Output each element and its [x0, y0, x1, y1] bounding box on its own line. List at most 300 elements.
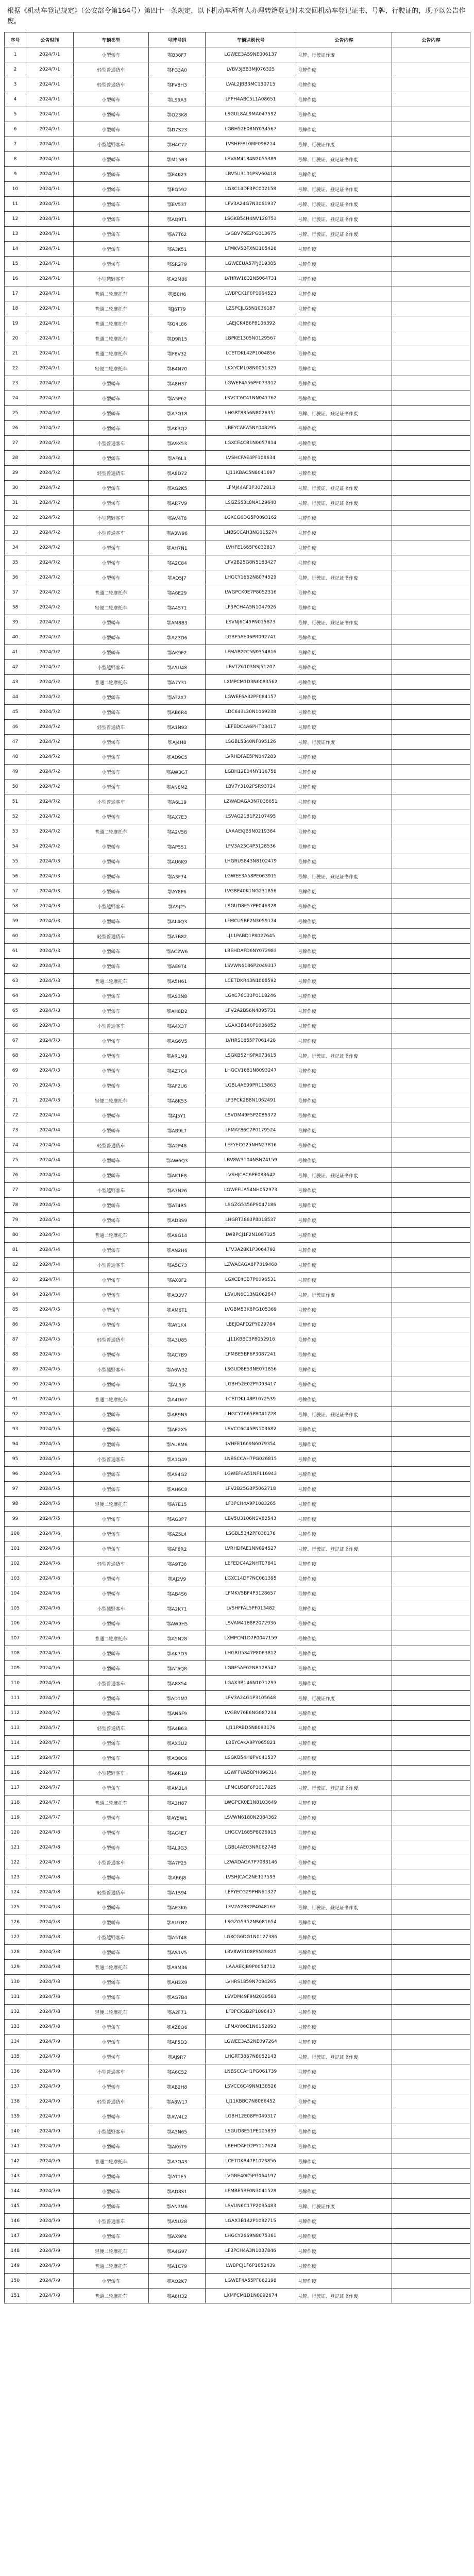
cell-plate-number: 鄂A2P48	[149, 1138, 206, 1153]
cell-vehicle-type: 小型轿车	[74, 1915, 149, 1930]
cell-date: 2024/7/2	[26, 555, 74, 570]
cell-plate-number: 鄂AH7N1	[149, 540, 206, 555]
cell-date: 2024/7/9	[26, 2244, 74, 2259]
cell-content-2	[392, 914, 470, 929]
cell-content-2	[392, 1661, 470, 1676]
cell-content: 号牌、行驶证、登记证书作废	[296, 1048, 392, 1063]
cell-index: 147	[5, 2229, 26, 2244]
cell-content-2	[392, 1960, 470, 1975]
cell-vin: LFV2A2BS2P4048163	[206, 1900, 296, 1915]
table-row	[5, 1362, 470, 1377]
cell-index: 19	[5, 316, 26, 331]
cell-index: 76	[5, 1168, 26, 1183]
cell-date: 2024/7/9	[26, 2139, 74, 2154]
table-row	[5, 167, 470, 182]
cell-vin: LXMPCM1D7P0047159	[206, 1631, 296, 1646]
cell-plate-number: 鄂AG2K5	[149, 481, 206, 496]
table-row	[5, 1721, 470, 1736]
cell-index: 92	[5, 1407, 26, 1422]
cell-date: 2024/7/2	[26, 421, 74, 436]
cell-index: 103	[5, 1571, 26, 1586]
cell-content: 号牌、行驶证作废	[296, 137, 392, 152]
cell-content: 号牌作废	[296, 451, 392, 466]
cell-vin: LFV3A28K1P3064792	[206, 1243, 296, 1258]
table-row	[5, 929, 470, 944]
cell-plate-number: 鄂A7Y31	[149, 675, 206, 690]
cell-vin: LBEHDAFD2PY117624	[206, 2139, 296, 2154]
cell-date: 2024/7/5	[26, 1467, 74, 1482]
cell-content-2	[392, 2005, 470, 2020]
cell-plate-number: 鄂AL4Q3	[149, 914, 206, 929]
cell-index: 96	[5, 1467, 26, 1482]
cell-content-2	[392, 1736, 470, 1751]
cell-content: 号牌作废	[296, 1078, 392, 1093]
table-row	[5, 1019, 470, 1033]
cell-content-2	[392, 496, 470, 511]
cell-date: 2024/7/2	[26, 809, 74, 824]
cell-index: 115	[5, 1751, 26, 1766]
cell-index: 148	[5, 2244, 26, 2259]
cell-vehicle-type: 小型轿车	[74, 1422, 149, 1437]
cell-vin: LGWEE3A52NE097264	[206, 2035, 296, 2049]
cell-index: 91	[5, 1392, 26, 1407]
cell-vehicle-type: 小型轿车	[74, 1467, 149, 1482]
table-row	[5, 1347, 470, 1362]
cell-vehicle-type: 小型轿车	[74, 1810, 149, 1825]
cell-vehicle-type: 小型轿车	[74, 391, 149, 406]
cell-content-2	[392, 1258, 470, 1273]
cell-vin: LGWEF4A55PF062198	[206, 2274, 296, 2289]
cell-content: 号牌作废	[296, 989, 392, 1004]
cell-content-2	[392, 1287, 470, 1302]
cell-content: 号牌作废	[296, 122, 392, 137]
cell-vehicle-type: 轻便二轮摩托车	[74, 361, 149, 376]
cell-date: 2024/7/8	[26, 1960, 74, 1975]
cell-vin: LFMBE5BF0N3041528	[206, 2184, 296, 2199]
cell-index: 88	[5, 1347, 26, 1362]
cell-date: 2024/7/9	[26, 2109, 74, 2124]
cell-content-2	[392, 2079, 470, 2094]
cell-content-2	[392, 436, 470, 451]
cell-plate-number: 鄂A3U85	[149, 1332, 206, 1347]
cell-vin: LVRHDFAE1NN094527	[206, 1541, 296, 1556]
cell-vin: LGWEE3A58PE063915	[206, 869, 296, 884]
cell-content-2	[392, 1392, 470, 1407]
cell-vehicle-type: 小型轿车	[74, 2229, 149, 2244]
cell-index: 144	[5, 2184, 26, 2199]
cell-index: 139	[5, 2109, 26, 2124]
cell-date: 2024/7/1	[26, 331, 74, 346]
table-row	[5, 1571, 470, 1586]
cell-vin: LVGBV76E2PG013675	[206, 227, 296, 242]
cell-vin: LHGRT3863P8018537	[206, 1213, 296, 1228]
cell-date: 2024/7/4	[26, 1108, 74, 1123]
cell-date: 2024/7/1	[26, 272, 74, 286]
cell-vin: LFMAP22C5N0354816	[206, 645, 296, 660]
cell-content: 号牌作废	[296, 1497, 392, 1512]
cell-vin: LXMPCM1D1N0092674	[206, 2289, 296, 2303]
cell-index: 123	[5, 1870, 26, 1885]
cell-index: 81	[5, 1243, 26, 1258]
cell-vin: LGAX3B142P1082715	[206, 2214, 296, 2229]
cell-index: 51	[5, 794, 26, 809]
cell-content: 号牌、行驶证、登记证书作废	[296, 1900, 392, 1915]
cell-content: 号牌、行驶证、登记证书作废	[296, 615, 392, 630]
cell-vehicle-type: 小型越野客车	[74, 2124, 149, 2139]
cell-index: 27	[5, 436, 26, 451]
cell-content-2	[392, 1213, 470, 1228]
cell-vin: LFV3A23C4P3128536	[206, 839, 296, 854]
cell-vin: LSVDM49F5P2086372	[206, 1108, 296, 1123]
cell-content: 号牌作废	[296, 1885, 392, 1900]
cell-vin: LSVCC6C49NN138526	[206, 2079, 296, 2094]
table-row	[5, 2289, 470, 2303]
cell-index: 53	[5, 824, 26, 839]
cell-index: 8	[5, 152, 26, 167]
cell-vehicle-type: 轻型普通货车	[74, 2094, 149, 2109]
cell-date: 2024/7/5	[26, 1392, 74, 1407]
cell-date: 2024/7/7	[26, 1706, 74, 1721]
cell-plate-number: 鄂AJ4H8	[149, 735, 206, 750]
cell-vin: LVAL2JBB3MC130715	[206, 77, 296, 92]
table-row	[5, 92, 470, 107]
cell-vin: LFMAY86C7P0179524	[206, 1123, 296, 1138]
cell-date: 2024/7/3	[26, 1048, 74, 1063]
table-row	[5, 1273, 470, 1287]
cell-index: 150	[5, 2274, 26, 2289]
cell-index: 56	[5, 869, 26, 884]
cell-index: 64	[5, 989, 26, 1004]
cell-content: 号牌作废	[296, 1586, 392, 1601]
cell-plate-number: 鄂AF6L3	[149, 451, 206, 466]
cell-date: 2024/7/2	[26, 570, 74, 585]
cell-index: 113	[5, 1721, 26, 1736]
cell-date: 2024/7/4	[26, 1198, 74, 1213]
cell-plate-number: 鄂A4G97	[149, 2244, 206, 2259]
cell-vehicle-type: 小型越野客车	[74, 272, 149, 286]
table-row	[5, 1766, 470, 1781]
cell-content: 号牌作废	[296, 2139, 392, 2154]
cell-content-2	[392, 1004, 470, 1019]
table-row	[5, 376, 470, 391]
cell-vin: LGBH12E04NY116758	[206, 765, 296, 779]
cell-plate-number: 鄂A9X53	[149, 436, 206, 451]
table-row	[5, 227, 470, 242]
cell-index: 49	[5, 765, 26, 779]
table-row	[5, 272, 470, 286]
cell-plate-number: 鄂FV8H3	[149, 77, 206, 92]
cell-content-2	[392, 1840, 470, 1855]
cell-content-2	[392, 1855, 470, 1870]
cell-date: 2024/7/5	[26, 1497, 74, 1512]
cell-vin: LAAAEKJB9P0054712	[206, 1960, 296, 1975]
cell-vin: LEFYECG25NHN27816	[206, 1138, 296, 1153]
cell-content-2	[392, 1766, 470, 1781]
cell-plate-number: 鄂AY8P6	[149, 884, 206, 899]
cell-vin: LNBSCCAH3NG015274	[206, 526, 296, 540]
cell-content-2	[392, 526, 470, 540]
cell-index: 127	[5, 1930, 26, 1945]
cell-vehicle-type: 小型轿车	[74, 1616, 149, 1631]
cell-vehicle-type: 小型轿车	[74, 555, 149, 570]
cell-vehicle-type: 小型轿车	[74, 1153, 149, 1168]
cell-content: 号牌作废	[296, 92, 392, 107]
cell-plate-number: 鄂AD1M7	[149, 1691, 206, 1706]
cell-plate-number: 鄂A5U48	[149, 660, 206, 675]
cell-vehicle-type: 小型轿车	[74, 1317, 149, 1332]
cell-plate-number: 鄂A4X37	[149, 1019, 206, 1033]
cell-vin: LF3PCH4A3N1037846	[206, 2244, 296, 2259]
cell-date: 2024/7/2	[26, 779, 74, 794]
cell-index: 138	[5, 2094, 26, 2109]
cell-date: 2024/7/1	[26, 152, 74, 167]
cell-content: 号牌作废	[296, 62, 392, 77]
cell-content: 号牌作废	[296, 2124, 392, 2139]
cell-vin: LSGZG5352NS081654	[206, 1915, 296, 1930]
cell-vin: LJ11KBBC3P8052916	[206, 1332, 296, 1347]
cell-vin: LFMKV5BF4P3128657	[206, 1586, 296, 1601]
table-row	[5, 2094, 470, 2109]
cell-vin: LHGRT8856N8026351	[206, 406, 296, 421]
table-row	[5, 750, 470, 765]
cell-vehicle-type: 小型轿车	[74, 989, 149, 1004]
cell-content-2	[392, 1900, 470, 1915]
cell-content: 号牌作废	[296, 77, 392, 92]
cell-plate-number: 鄂A8W17	[149, 2094, 206, 2109]
cell-plate-number: 鄂AS4G2	[149, 1467, 206, 1482]
cell-content-2	[392, 1990, 470, 2005]
cell-index: 68	[5, 1048, 26, 1063]
cell-plate-number: 鄂A9G14	[149, 1228, 206, 1243]
cell-date: 2024/7/6	[26, 1556, 74, 1571]
cell-content-2	[392, 1706, 470, 1721]
table-row	[5, 511, 470, 526]
header-content-2: 公告内容	[392, 32, 470, 47]
cell-content: 号牌作废	[296, 167, 392, 182]
cell-plate-number: 鄂AK1E8	[149, 1168, 206, 1183]
cell-content-2	[392, 376, 470, 391]
table-row	[5, 1885, 470, 1900]
table-row	[5, 1556, 470, 1571]
cell-plate-number: 鄂A5N28	[149, 1631, 206, 1646]
cell-vehicle-type: 小型轿车	[74, 839, 149, 854]
cell-date: 2024/7/7	[26, 1766, 74, 1781]
cell-plate-number: 鄂A6W32	[149, 1362, 206, 1377]
table-row	[5, 1437, 470, 1452]
cell-vehicle-type: 小型普通客车	[74, 1855, 149, 1870]
cell-vehicle-type: 小型越野客车	[74, 1601, 149, 1616]
cell-vin: LEFEDC4A2NHT07841	[206, 1556, 296, 1571]
table-row	[5, 1497, 470, 1512]
cell-index: 89	[5, 1362, 26, 1377]
cell-index: 80	[5, 1228, 26, 1243]
cell-index: 37	[5, 585, 26, 600]
cell-vehicle-type: 普通二轮摩托车	[74, 2154, 149, 2169]
cell-date: 2024/7/5	[26, 1482, 74, 1497]
cell-plate-number: 鄂A7N26	[149, 1183, 206, 1198]
cell-date: 2024/7/8	[26, 1930, 74, 1945]
cell-content: 号牌作废	[296, 1870, 392, 1885]
cell-index: 98	[5, 1497, 26, 1512]
cell-date: 2024/7/3	[26, 1019, 74, 1033]
cell-vehicle-type: 小型轿车	[74, 1736, 149, 1751]
cell-vin: LVSHJCAC6PE083642	[206, 1168, 296, 1183]
cell-vehicle-type: 轻便二轮摩托车	[74, 2005, 149, 2020]
cell-vehicle-type: 普通二轮摩托车	[74, 331, 149, 346]
cell-vehicle-type: 轻型普通货车	[74, 1885, 149, 1900]
cell-date: 2024/7/8	[26, 1840, 74, 1855]
cell-content-2	[392, 765, 470, 779]
cell-index: 136	[5, 2064, 26, 2079]
cell-vin: LGWEE3A59NE006137	[206, 47, 296, 62]
cell-index: 108	[5, 1646, 26, 1661]
table-row	[5, 1586, 470, 1601]
cell-content: 号牌、行驶证、登记证书作废	[296, 406, 392, 421]
cell-vehicle-type: 小型轿车	[74, 705, 149, 720]
cell-plate-number: 鄂AB6R4	[149, 705, 206, 720]
cell-content: 号牌作废	[296, 974, 392, 989]
cell-plate-number: 鄂AQ5J7	[149, 570, 206, 585]
cell-vehicle-type: 小型轿车	[74, 1273, 149, 1287]
table-row	[5, 570, 470, 585]
cell-vehicle-type: 轻便二轮摩托车	[74, 600, 149, 615]
cell-plate-number: 鄂A1S94	[149, 1885, 206, 1900]
cell-vehicle-type: 小型轿车	[74, 615, 149, 630]
cell-content-2	[392, 1422, 470, 1437]
cell-vin: LWBPCJ1F2N1087325	[206, 1228, 296, 1243]
table-row	[5, 839, 470, 854]
cell-vehicle-type: 小型轿车	[74, 690, 149, 705]
notice-paragraph: 根据《机动车登记规定》（公安部令第164号）第四十一条规定，以下机动车所有人办理转籍登记时未交回机动车登记证书、号牌、行驶证的，现予以公告作废。	[7, 7, 466, 25]
cell-vehicle-type: 小型轿车	[74, 1825, 149, 1840]
cell-vehicle-type: 轻型普通货车	[74, 1721, 149, 1736]
cell-vin: LVHRS1859N7094265	[206, 1975, 296, 1990]
cell-content: 号牌作废	[296, 1153, 392, 1168]
cell-index: 106	[5, 1616, 26, 1631]
cell-plate-number: 鄂AK7D3	[149, 1646, 206, 1661]
cell-content: 号牌作废	[296, 720, 392, 735]
table-row	[5, 1691, 470, 1706]
cell-content-2	[392, 2035, 470, 2049]
cell-plate-number: 鄂AX9P4	[149, 2229, 206, 2244]
cell-plate-number: 鄂A8K53	[149, 1093, 206, 1108]
cell-vin: LGWEEUA57PJ019385	[206, 257, 296, 272]
cell-index: 3	[5, 77, 26, 92]
cell-plate-number: 鄂AX7E3	[149, 809, 206, 824]
cell-vehicle-type: 小型轿车	[74, 1751, 149, 1766]
cell-content-2	[392, 406, 470, 421]
cell-vin: LSGKB54H4NV128753	[206, 212, 296, 227]
cell-vehicle-type: 小型轿车	[74, 1198, 149, 1213]
cell-content-2	[392, 1676, 470, 1691]
cell-vehicle-type: 小型轿车	[74, 1377, 149, 1392]
table-row	[5, 1601, 470, 1616]
cell-content: 号牌作废	[296, 1377, 392, 1392]
cell-vehicle-type: 普通二轮摩托车	[74, 974, 149, 989]
table-row	[5, 1930, 470, 1945]
cell-content-2	[392, 600, 470, 615]
table-row	[5, 1287, 470, 1302]
cell-plate-number: 鄂AK9F2	[149, 645, 206, 660]
cell-date: 2024/7/9	[26, 2259, 74, 2274]
cell-vin: LSGKB52H9PA073615	[206, 1048, 296, 1063]
table-row	[5, 959, 470, 974]
cell-vin: LXMPCM1D3N0083562	[206, 675, 296, 690]
cell-vin: LSVCC6C41NN041762	[206, 391, 296, 406]
table-header-row	[5, 32, 470, 47]
cell-plate-number: 鄂AB2H8	[149, 2079, 206, 2094]
cell-index: 72	[5, 1108, 26, 1123]
cell-content: 号牌作废	[296, 1840, 392, 1855]
cell-vin: LSVUN6C17P2095483	[206, 2199, 296, 2214]
table-row	[5, 1153, 470, 1168]
cell-vin: LHGCV1681N8093247	[206, 1063, 296, 1078]
cell-vin: LGBF5AE06PR092741	[206, 630, 296, 645]
table-row	[5, 346, 470, 361]
cell-vin: LJ11PABD1P8027645	[206, 929, 296, 944]
cell-plate-number: 鄂A1N93	[149, 720, 206, 735]
cell-index: 74	[5, 1138, 26, 1153]
table-row	[5, 2124, 470, 2139]
cell-content-2	[392, 122, 470, 137]
cell-content-2	[392, 570, 470, 585]
cell-content: 号牌作废	[296, 1347, 392, 1362]
cell-vin: LHGRU5843N8102479	[206, 854, 296, 869]
cell-date: 2024/7/3	[26, 944, 74, 959]
cell-plate-number: 鄂EV537	[149, 197, 206, 212]
cell-vehicle-type: 轻便二轮摩托车	[74, 1093, 149, 1108]
cell-vin: LVSHFFAL0MF098214	[206, 137, 296, 152]
cell-content: 号牌作废	[296, 1527, 392, 1541]
cell-vehicle-type: 小型轿车	[74, 167, 149, 182]
cell-vin: LNBSCCAH1PG061739	[206, 2064, 296, 2079]
cell-vin: LBVTZ6103NSJ51207	[206, 660, 296, 675]
cell-content-2	[392, 2154, 470, 2169]
cell-date: 2024/7/3	[26, 884, 74, 899]
cell-content-2	[392, 197, 470, 212]
cell-content-2	[392, 615, 470, 630]
cell-index: 11	[5, 197, 26, 212]
cell-date: 2024/7/1	[26, 122, 74, 137]
cell-vehicle-type: 普通二轮摩托车	[74, 1795, 149, 1810]
cell-vin: LHGRU5847P8063812	[206, 1646, 296, 1661]
cell-content-2	[392, 1362, 470, 1377]
cell-content: 号牌作废	[296, 2109, 392, 2124]
cell-vehicle-type: 小型轿车	[74, 92, 149, 107]
cell-date: 2024/7/1	[26, 197, 74, 212]
table-row	[5, 2214, 470, 2229]
cell-plate-number: 鄂A1C79	[149, 2259, 206, 2274]
table-row	[5, 1138, 470, 1153]
cell-vehicle-type: 小型轿车	[74, 2109, 149, 2124]
cell-plate-number: 鄂LS9A3	[149, 92, 206, 107]
cell-content-2	[392, 735, 470, 750]
table-row	[5, 1243, 470, 1258]
cell-date: 2024/7/1	[26, 346, 74, 361]
table-row	[5, 496, 470, 511]
cell-date: 2024/7/1	[26, 227, 74, 242]
table-row	[5, 914, 470, 929]
table-row	[5, 1482, 470, 1497]
cell-vin: LBV5U3101PSV60418	[206, 167, 296, 182]
cell-content-2	[392, 2049, 470, 2064]
cell-index: 145	[5, 2199, 26, 2214]
table-row	[5, 1302, 470, 1317]
cell-plate-number: 鄂AU6K9	[149, 854, 206, 869]
cell-content: 号牌作废	[296, 436, 392, 451]
cell-vehicle-type: 小型轿车	[74, 406, 149, 421]
table-row	[5, 1616, 470, 1631]
